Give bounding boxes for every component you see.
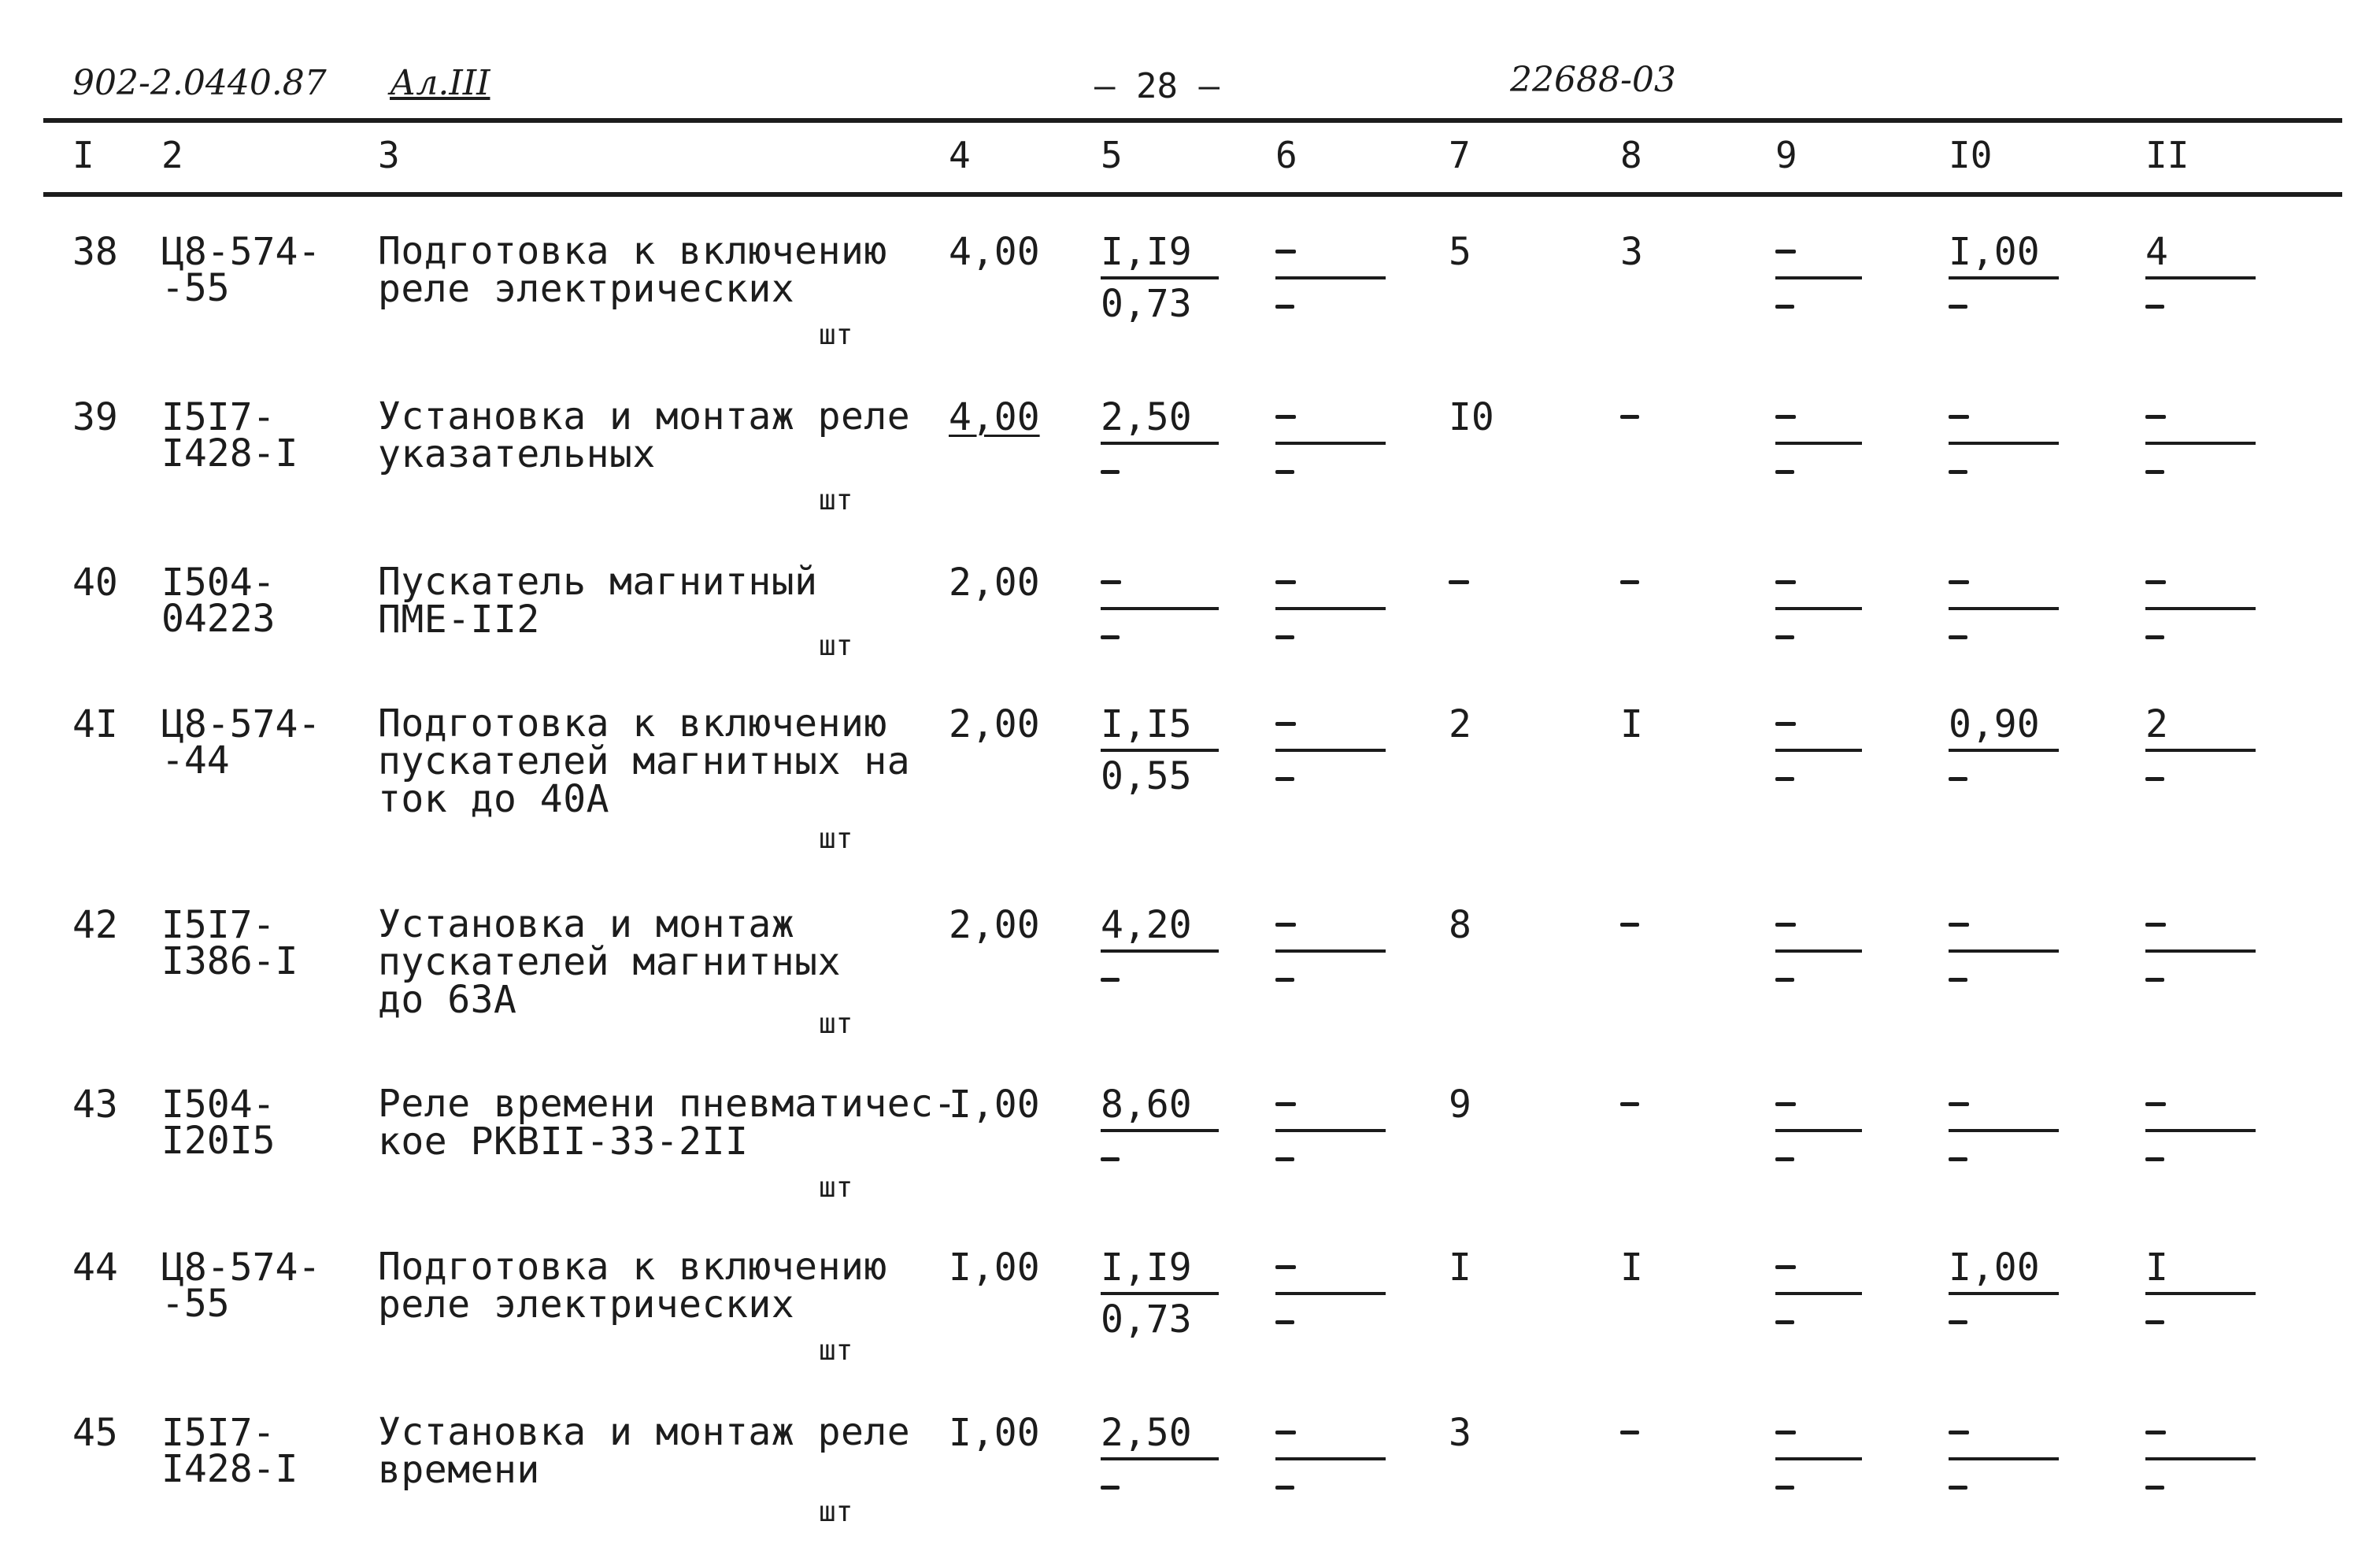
fraction-numerator: I [2145,1246,2168,1290]
column-number: I [72,134,94,176]
dash-mark [1949,1320,1967,1324]
norm-code-line-1: Ц8-574- [161,702,321,746]
dash-mark [1949,1431,1969,1434]
fraction-bar [1775,276,1862,279]
dash-mark [1620,1431,1639,1434]
work-description-line: Установка и монтаж [378,902,795,946]
norm-code-line-2: I20I5 [161,1119,276,1163]
fraction-bar [2145,276,2256,279]
column-7-value: I [1449,1246,1471,1290]
column-8-value: 3 [1620,230,1643,274]
fraction-numerator: 2,50 [1101,395,1192,439]
norm-code-line-2: I428-I [161,1447,298,1491]
column-8-value: I [1620,702,1643,746]
album-number: Ал.III [390,63,490,103]
row-number: 38 [72,230,118,274]
norm-code-line-1: I504- [161,1083,276,1127]
fraction-bar [1949,949,2059,953]
dash-mark [1949,580,1969,584]
column-10-value [1949,232,2075,272]
dash-mark [1949,1157,1967,1161]
quantity: 4,00 [949,230,1040,274]
doc-code: 902-2.0440.87 [72,63,327,103]
fraction-bar [1101,749,1219,752]
norm-code-line-2: I386-I [161,939,298,983]
work-description-line: ПМЕ-II2 [378,598,540,642]
fraction-numerator: I,00 [1949,230,2040,274]
dash-mark [2145,923,2166,927]
dash-mark [2145,470,2164,474]
dash-mark [2145,635,2164,639]
fraction-bar [1775,749,1862,752]
work-description-line: Подготовка к включению [378,1245,887,1289]
column-5-value [1101,1246,1234,1342]
fraction-bar [1275,949,1386,953]
dash-mark [1949,777,1967,781]
quantity: 2,00 [949,702,1040,746]
dash-mark [1775,415,1796,419]
norm-code-line-2: I428-I [161,431,298,476]
dash-mark [1949,1486,1967,1490]
dash-mark [1775,250,1796,254]
fraction-bar [1101,276,1219,279]
norm-code-line-1: I504- [161,561,276,605]
fraction-bar [1101,1292,1219,1295]
row-number: 45 [72,1411,118,1455]
column-number: 5 [1101,134,1123,176]
fraction-bar [1101,949,1219,953]
fraction-bar [1949,1292,2059,1295]
row-number: 40 [72,561,118,605]
dash-mark [1775,580,1796,584]
dash-mark [1275,415,1296,419]
work-description-line: Подготовка к включению [378,229,887,273]
dash-mark [1949,415,1969,419]
norm-code-line-1: Ц8-574- [161,1246,321,1290]
fraction-bar [2145,1129,2256,1132]
dash-mark [2145,1320,2164,1324]
work-description-line: ток до 40А [378,777,609,821]
column-5-value [1101,1413,1234,1453]
norm-code-line-1: I5I7- [161,903,276,947]
norm-code-line-1: I5I7- [161,395,276,439]
dash-mark [1775,470,1794,474]
fraction-numerator: 4,20 [1101,903,1192,947]
fraction-denominator: 0,73 [1101,282,1192,326]
column-number: I0 [1949,134,1993,176]
column-7-value: 5 [1449,230,1471,274]
dash-mark [1775,635,1794,639]
column-10-value [1949,1246,2075,1290]
fraction-numerator: I,I9 [1101,1246,1192,1290]
dash-mark [1775,1431,1796,1434]
dash-mark [1775,1265,1796,1269]
fraction-numerator: 4 [2145,230,2168,274]
work-description-line: пускателей магнитных на [378,739,911,783]
column-number: 2 [161,134,183,176]
dash-mark [1949,923,1969,927]
work-description-line: кое РКВII-33-2II [378,1120,749,1164]
dash-mark [1101,635,1120,639]
work-description-line: реле электрических [378,267,795,311]
quantity: I,00 [949,1083,1040,1127]
dash-mark [1275,1102,1296,1106]
dash-mark [2145,415,2166,419]
column-number: 9 [1775,134,1797,176]
work-description-line: Пускатель магнитный [378,560,818,604]
fraction-bar [1101,1457,1219,1460]
dash-mark [2145,305,2164,309]
work-description-line: времени [378,1448,540,1492]
fraction-numerator: 8,60 [1101,1083,1192,1127]
dash-mark [1275,580,1296,584]
dash-mark [1949,978,1967,982]
fraction-bar [2145,749,2256,752]
dash-mark [2145,1486,2164,1490]
dash-mark [2145,978,2164,982]
fraction-bar [1775,607,1862,610]
dash-mark [1949,470,1967,474]
row-number: 39 [72,395,118,439]
unit-label: шт [819,1496,853,1528]
unit-label: шт [819,319,853,351]
dash-mark [1775,1486,1794,1490]
fraction-bar [1275,749,1386,752]
column-5-value [1101,905,1234,945]
dash-mark [1620,923,1639,927]
fraction-numerator: I,I9 [1101,230,1192,274]
dash-mark [1275,1265,1296,1269]
dash-mark [2145,777,2164,781]
dash-mark [1101,1157,1120,1161]
unit-label: шт [819,1008,853,1040]
unit-label: шт [819,823,853,855]
column-number: 3 [378,134,400,176]
work-description-line: Установка и монтаж реле [378,1410,911,1454]
column-11-value [2145,702,2271,746]
fraction-bar [1775,949,1862,953]
column-number: 8 [1620,134,1642,176]
quantity: 4,00 [949,395,1040,439]
norm-code-line-2: -44 [161,738,230,783]
dash-mark [1775,923,1796,927]
dash-mark [1949,635,1967,639]
fraction-bar [1949,1457,2059,1460]
dash-mark [1949,1102,1969,1106]
column-number: II [2145,134,2189,176]
quantity: 2,00 [949,561,1040,605]
fraction-bar [2145,607,2256,610]
dash-mark [2145,580,2166,584]
column-5-value [1101,702,1234,798]
fraction-bar [1101,442,1219,445]
fraction-numerator: 0,90 [1949,702,2040,746]
dash-mark [1275,722,1296,726]
dash-mark [1449,580,1469,584]
fraction-bar [2145,442,2256,445]
fraction-bar [1775,1129,1862,1132]
dash-mark [1275,1157,1294,1161]
dash-mark [1620,580,1639,584]
unit-label: шт [819,484,853,516]
top-rule [43,118,2342,123]
dash-mark [1275,777,1294,781]
dash-mark [1775,305,1794,309]
quantity: I,00 [949,1411,1040,1455]
quantity: I,00 [949,1246,1040,1290]
fraction-bar [1949,607,2059,610]
row-number: 42 [72,903,118,947]
dash-mark [1101,1486,1120,1490]
column-7-value: 9 [1449,1083,1471,1127]
column-number: 4 [949,134,971,176]
norm-code-line-2: -55 [161,266,230,310]
unit-label: шт [819,1172,853,1204]
norm-code-line-1: Ц8-574- [161,230,321,274]
dash-mark [1275,470,1294,474]
column-8-value: I [1620,1246,1643,1290]
fraction-denominator: 0,55 [1101,754,1192,798]
work-description-line: пускателей магнитных [378,940,841,984]
dash-mark [1775,978,1794,982]
fraction-bar [2145,1292,2256,1295]
fraction-bar [2145,949,2256,953]
fraction-numerator: 2,50 [1101,1411,1192,1455]
dash-mark [1775,1157,1794,1161]
column-7-value: 3 [1449,1411,1471,1455]
dash-mark [1775,777,1794,781]
dash-mark [1275,250,1296,254]
row-number: 4I [72,702,118,746]
column-7-value: 2 [1449,702,1471,746]
fraction-bar [1275,1457,1386,1460]
fraction-bar [1775,442,1862,445]
dash-mark [1275,635,1294,639]
fraction-bar [1275,607,1386,610]
dash-mark [1775,1320,1794,1324]
column-5-value [1101,230,1234,326]
unit-label: шт [819,1334,853,1367]
fraction-bar [1775,1457,1862,1460]
fraction-bar [1949,1129,2059,1132]
dash-mark [2145,1157,2164,1161]
norm-code-line-2: -55 [161,1282,230,1326]
dash-mark [1775,722,1796,726]
fraction-bar [1949,749,2059,752]
column-5-value [1101,1083,1234,1127]
fraction-bar [1949,442,2059,445]
dash-mark [1275,923,1296,927]
work-description-line: Подготовка к включению [378,701,887,746]
dash-mark [1275,1486,1294,1490]
work-description-line: до 63А [378,978,517,1022]
column-11-value [2145,232,2271,272]
dash-mark [1275,1320,1294,1324]
fraction-bar [1275,442,1386,445]
norm-code-line-1: I5I7- [161,1411,276,1455]
column-number: 7 [1449,134,1471,176]
fraction-bar [1275,276,1386,279]
fraction-numerator: 2 [2145,702,2168,746]
row-number: 44 [72,1246,118,1290]
dash-mark [1949,305,1967,309]
column-number: 6 [1275,134,1297,176]
fraction-denominator: 0,73 [1101,1297,1192,1342]
work-description-line: реле электрических [378,1283,795,1327]
row-number: 43 [72,1083,118,1127]
dash-mark [1101,580,1121,584]
work-description-line: указательных [378,432,656,476]
column-7-value: 8 [1449,903,1471,947]
fraction-bar [1775,1292,1862,1295]
column-10-value [1949,702,2075,746]
work-description-line: Реле времени пневматичес- [378,1082,957,1126]
fraction-bar [1275,1129,1386,1132]
dash-mark [1101,978,1120,982]
dash-mark [1775,1102,1796,1106]
dash-mark [1275,305,1294,309]
dash-mark [2145,1431,2166,1434]
dash-mark [1620,415,1639,419]
header-bottom-rule [43,192,2342,197]
work-description-line: Установка и монтаж реле [378,394,911,439]
unit-label: шт [819,630,853,662]
dash-mark [1620,1102,1639,1106]
fraction-bar [1101,1129,1219,1132]
fraction-numerator: I,00 [1949,1246,2040,1290]
dash-mark [1275,1431,1296,1434]
quantity: 2,00 [949,903,1040,947]
fraction-bar [1275,1292,1386,1295]
dash-mark [1275,978,1294,982]
dash-mark [2145,1102,2166,1106]
fraction-bar [1101,607,1219,610]
fraction-numerator: I,I5 [1101,702,1192,746]
column-7-value: I0 [1449,395,1494,439]
fraction-bar [2145,1457,2256,1460]
column-11-value [2145,1246,2271,1290]
page-number: – 28 – [1094,66,1220,106]
dash-mark [1101,470,1120,474]
fraction-bar [1949,276,2059,279]
norm-code-line-2: 04223 [161,597,276,641]
column-5-value [1101,395,1234,439]
project-code: 22688-03 [1510,60,1676,100]
